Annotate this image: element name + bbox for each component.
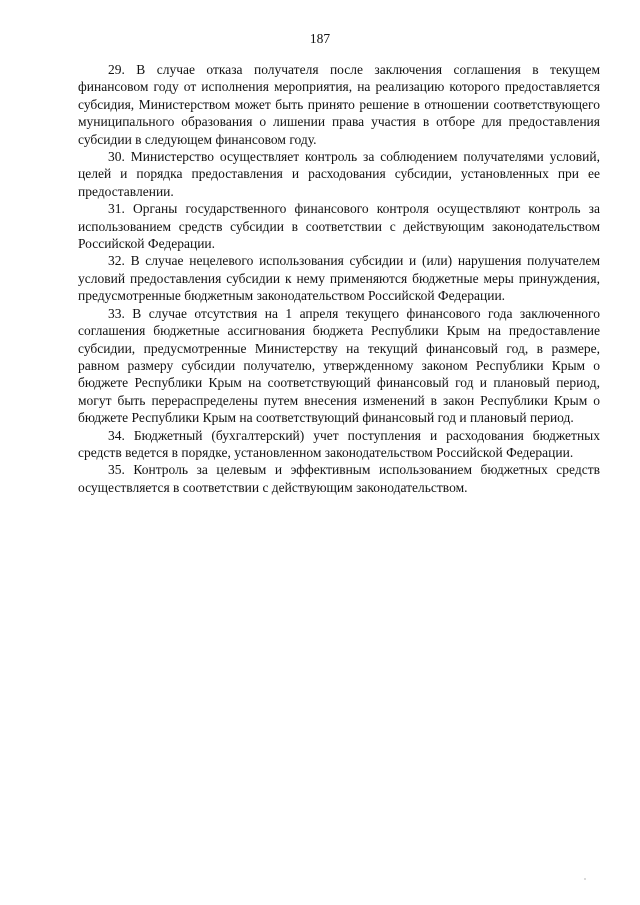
paragraph-30: 30. Министерство осуществляет контроль за соблюдением получателями условий, целей и порядка предоставления и расходования субсидии, установленных при ее предоставлении.	[78, 149, 600, 199]
paragraph-29: 29. В случае отказа получателя после заключения соглашения в текущем финансовом году от исполнения мероприятия, на реализацию которого предоставляется субсидия, Министерством может быть принято решение в отношении соответствующего муниципального образования о лишении права участия в отборе для предоставления субсидии в следующем финансовом году.	[78, 62, 600, 147]
scan-speck	[584, 878, 586, 880]
paragraph-35: 35. Контроль за целевым и эффективным использованием бюджетных средств осуществляется в соответствии с действующим законодательством.	[78, 462, 600, 495]
document-body	[78, 61, 600, 496]
paragraph-32: 32. В случае нецелевого использования субсидии и (или) нарушения получателем условий предоставления субсидии к нему применяются бюджетные меры принуждения, предусмотренные бюджетным законодательством Российской Федерации.	[78, 253, 600, 304]
page-number: 187	[309, 31, 331, 46]
paragraph-31: 31. Органы государственного финансового контроля осуществляют контроль за использованием средств субсидии в соответствии с действующим законодательством Российской Федерации.	[78, 201, 600, 252]
paragraph-33: 33. В случае отсутствия на 1 апреля текущего финансового года заключенного соглашения бюджетные ассигнования бюджета Республики Крым на предоставление субсидии, предусмотренные Министерству на текущий финансовый год, в размере, равном размеру субсидии получателю, утвержденному законом Республики Крым о бюджете Республики Крым на соответствующий финансовый год и плановый период, могут быть перераспределены путем внесения изменений в закон Республики Крым о бюджете Республики Крым на соответствующий финансовый год и плановый период.	[78, 305, 600, 426]
paragraph-34: 34. Бюджетный (бухгалтерский) учет поступления и расходования бюджетных средств ведется в порядке, установленном законодательством Российской Федерации.	[78, 427, 600, 460]
